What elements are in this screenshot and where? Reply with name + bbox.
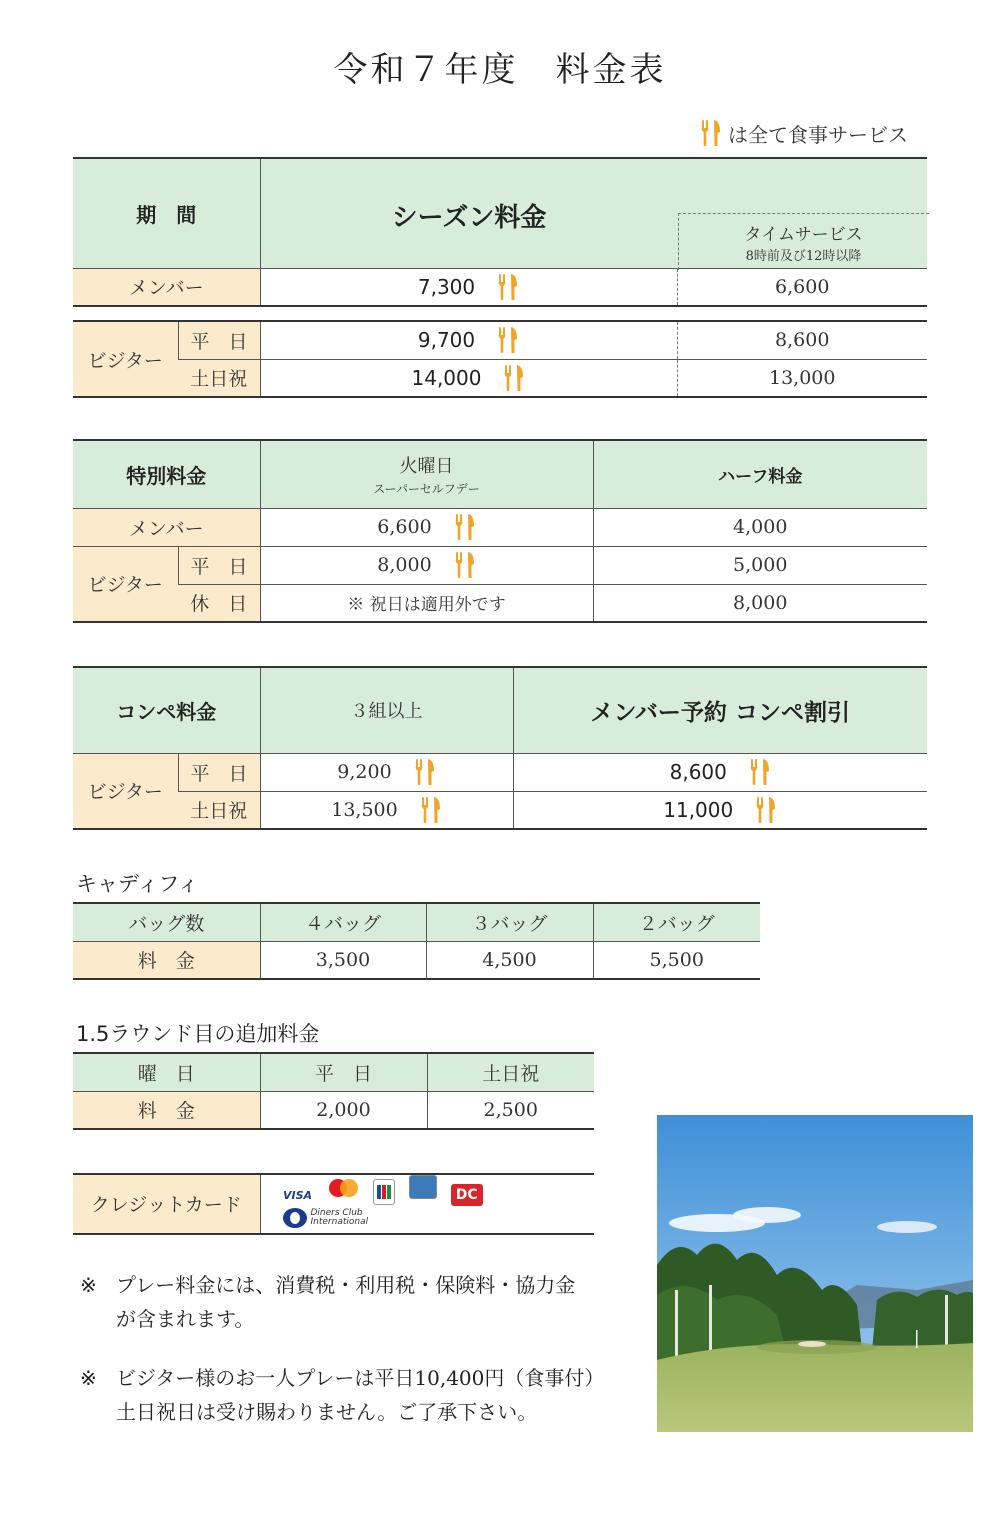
member-price: 7,300 [417,274,476,299]
caddie-fee-2bags: 5,500 [593,941,760,979]
compe-fee-table [73,666,927,830]
compe-weekday-member: 8,600 [669,760,727,784]
caddie-fee-table [73,902,760,980]
dc-logo: DC [451,1184,483,1206]
visa-logo: VISA [282,1189,313,1202]
holiday-price-cell [260,359,677,397]
fork-knife-icon [420,795,442,825]
fork-knife-icon [497,272,519,302]
extra-round-table [73,1052,594,1130]
extra-fee-weekday: 2,000 [260,1091,427,1129]
compe-member-discount-header: メンバー予約 コンペ割引 [513,667,927,753]
special-weekday-tue-cell [260,546,593,584]
super-self-day-label: スーパーセルフデー [373,481,480,496]
note-1-line2: が含まれます。 [116,1307,255,1331]
visitor-label: ビジター [73,321,178,397]
special-visitor-label: ビジター [73,546,178,622]
special-weekday-half: 5,000 [593,546,927,584]
fork-knife-icon [497,325,519,355]
special-member-tue: 6,600 [377,516,432,538]
extra-day-label: 曜 日 [73,1053,260,1091]
special-header: 特別料金 [73,440,260,508]
compe-holiday-3: 13,500 [331,798,398,821]
golf-course-photo [657,1115,973,1432]
time-service-label: タイムサービス [744,225,863,245]
note-1 [80,1268,575,1336]
special-holiday-note: ※ 祝日は適用外です [260,584,593,622]
fork-knife-icon [749,757,771,787]
note-1-line1: プレー料金には、消費税・利用税・保険料・協力金 [116,1273,576,1297]
member-price-cell [260,268,677,306]
compe-holiday-label: 土日祝 [178,791,260,829]
note-mark: ※ [80,1366,97,1390]
special-holiday-half: 8,000 [593,584,927,622]
season-visitor-table [73,320,927,398]
note-2-line1: ビジター様のお一人プレーは平日10,400円（食事付） [116,1366,605,1390]
extra-col-weekday: 平 日 [260,1053,427,1091]
time-service-note: 8時前及び12時以降 [745,249,862,264]
member-time-price: 6,600 [677,268,927,306]
fork-knife-icon [454,550,476,580]
weekday-time-price: 8,600 [677,321,927,359]
period-header: 期 間 [73,158,260,268]
caddie-col-3bags: ３バッグ [426,903,593,941]
special-member-half: 4,000 [593,508,927,546]
note-mark: ※ [80,1273,97,1297]
meal-legend [700,118,908,148]
fork-knife-icon [755,795,777,825]
compe-holiday-member-cell [513,791,927,829]
fork-knife-icon [700,118,722,148]
amex-logo [409,1175,437,1199]
mastercard-logo [327,1177,359,1199]
tuesday-label: 火曜日 [399,455,454,477]
note-2 [80,1361,604,1429]
extra-fee-holiday: 2,500 [427,1091,594,1129]
special-weekday-tue: 8,000 [377,554,432,576]
compe-weekday-label: 平 日 [178,753,260,791]
extra-round-heading: 1.5ラウンド目の追加料金 [76,1022,320,1046]
caddie-fee-heading: キャディフィ [76,872,199,896]
legend-text: は全て食事サービス [728,122,908,147]
season-fee-table [73,157,927,307]
weekday-price-cell [260,321,677,359]
compe-weekday-member-cell [513,753,927,791]
credit-card-table [73,1173,594,1235]
caddie-col-2bags: ２バッグ [593,903,760,941]
weekday-price: 9,700 [417,328,476,353]
jcb-logo [373,1179,395,1205]
compe-header: コンペ料金 [73,667,260,753]
extra-col-holiday: 土日祝 [427,1053,594,1091]
caddie-fee-3bags: 4,500 [426,941,593,979]
special-member-label: メンバー [73,508,260,546]
fork-knife-icon [454,512,476,542]
half-fee-header: ハーフ料金 [593,440,927,508]
compe-weekday-3: 9,200 [337,761,392,783]
extra-fee-label: 料 金 [73,1091,260,1129]
compe-weekday-3-cell [260,753,513,791]
fork-knife-icon [503,363,525,393]
time-service-header [678,213,929,270]
note-2-line2: 土日祝日は受け賜わりません。ご了承下さい。 [116,1400,538,1424]
special-weekday-label: 平 日 [178,546,260,584]
special-fee-table [73,439,927,623]
season-header [260,158,927,268]
special-member-tue-cell [260,508,593,546]
compe-holiday-3-cell [260,791,513,829]
page-title: 令和７年度 料金表 [333,50,667,90]
special-holiday-label: 休 日 [178,584,260,622]
diners-club-logo: Diners Club International [283,1207,377,1229]
bags-label: バッグ数 [73,903,260,941]
fork-knife-icon [414,757,436,787]
compe-visitor-label: ビジター [73,753,178,829]
caddie-col-4bags: ４バッグ [260,903,426,941]
weekday-label: 平 日 [178,321,260,359]
caddie-fee-label: 料 金 [73,941,260,979]
caddie-fee-4bags: 3,500 [260,941,426,979]
member-label: メンバー [73,268,260,306]
tuesday-header [260,440,593,508]
holiday-price: 14,000 [411,365,482,390]
holiday-time-price: 13,000 [677,359,927,397]
credit-card-logos [260,1174,594,1234]
compe-3groups-header: ３組以上 [260,667,513,753]
compe-holiday-member: 11,000 [663,797,734,822]
holiday-label: 土日祝 [178,359,260,397]
season-heading: シーズン料金 [391,203,547,233]
credit-card-label: クレジットカード [73,1174,260,1234]
